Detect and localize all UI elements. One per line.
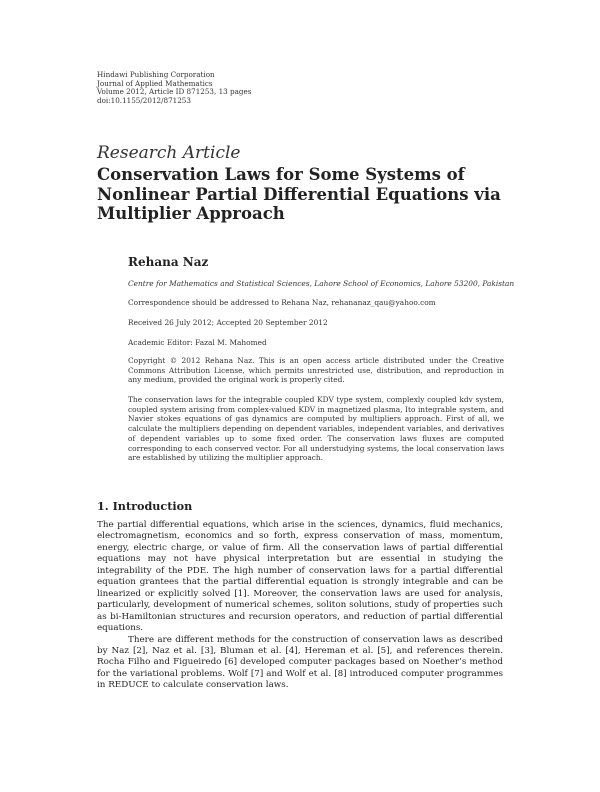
journal-header xyxy=(97,71,251,105)
paragraph: There are different methods for the construction of conservation laws as described by Naz [2], Naz et al. [3], Bluman et al. [4], Hereman et al. [5], and references therein. Rocha Filho and Figueiredo [6] developed computer packages based on Noether’s method for the variational problems. Wolf [7] and Wolf et al. [8] introduced computer programmes in REDUCE to calculate conservation laws. xyxy=(97,634,503,691)
author-name: Rehana Naz xyxy=(128,255,209,269)
paragraph: The partial differential equations, which arise in the sciences, dynamics, fluid mechanics, electromagnetism, economics and so forth, express conservation of mass, momentum, energy, electric charge, or value of firm. All the conservation laws of partial differential equations may not have physical interpretation but are essential in studying the integrability of the PDE. The high number of conservation laws for a partial differential equation grantees that the partial differential equation is strongly integrable and can be linearized or explicitly solved [1]. Moreover, the conservation laws are used for analysis, particularly, development of numerical schemes, soliton solutions, study of properties such as bi-Hamiltonian structures and recursion operators, and reduction of partial differential equations. xyxy=(97,520,503,634)
publisher-line: Hindawi Publishing Corporation xyxy=(97,70,215,79)
title-line: Conservation Laws for Some Systems of xyxy=(97,165,465,184)
section-body xyxy=(97,520,503,692)
section-heading: 1. Introduction xyxy=(97,499,193,513)
correspondence: Correspondence should be addressed to Rehana Naz, rehananaz_qau@yahoo.com xyxy=(128,298,436,307)
volume-line: Volume 2012, Article ID 871253, 13 pages xyxy=(97,87,252,97)
copyright-notice: Copyright © 2012 Rehana Naz. This is an open access article distributed under the Creative Commons Attribution License, which permits unrestricted use, distribution, and reproduction in any medium, provided the original work is properly cited. xyxy=(128,356,504,385)
title-line: Multiplier Approach xyxy=(97,204,285,223)
doi-line: doi:10.1155/2012/871253 xyxy=(97,95,191,105)
title-line: Nonlinear Partial Differential Equations via xyxy=(97,184,501,204)
article-title xyxy=(97,165,517,224)
article-type: Research Article xyxy=(97,143,241,163)
received-accepted-dates: Received 26 July 2012; Accepted 20 September 2012 xyxy=(128,318,328,327)
academic-editor: Academic Editor: Fazal M. Mahomed xyxy=(128,338,267,347)
journal-line: Journal of Applied Mathematics xyxy=(97,78,213,88)
author-affiliation: Centre for Mathematics and Statistical Sciences, Lahore School of Economics, Lahore 53200, Pakistan xyxy=(128,279,515,288)
abstract: The conservation laws for the integrable coupled KDV type system, complexly coupled kdv system, coupled system arising from complex-valued KDV in magnetized plasma, Ito integrable system, and Navier stokes equations of gas dynamics are computed by multipliers approach. First of all, we calculate the multipliers depending on dependent variables, independent variables, and derivatives of dependent variables up to some fixed order. The conservation laws fluxes are computed corresponding to each conserved vector. For all understudying systems, the local conservation laws are established by utilizing the multiplier approach. xyxy=(128,395,504,463)
